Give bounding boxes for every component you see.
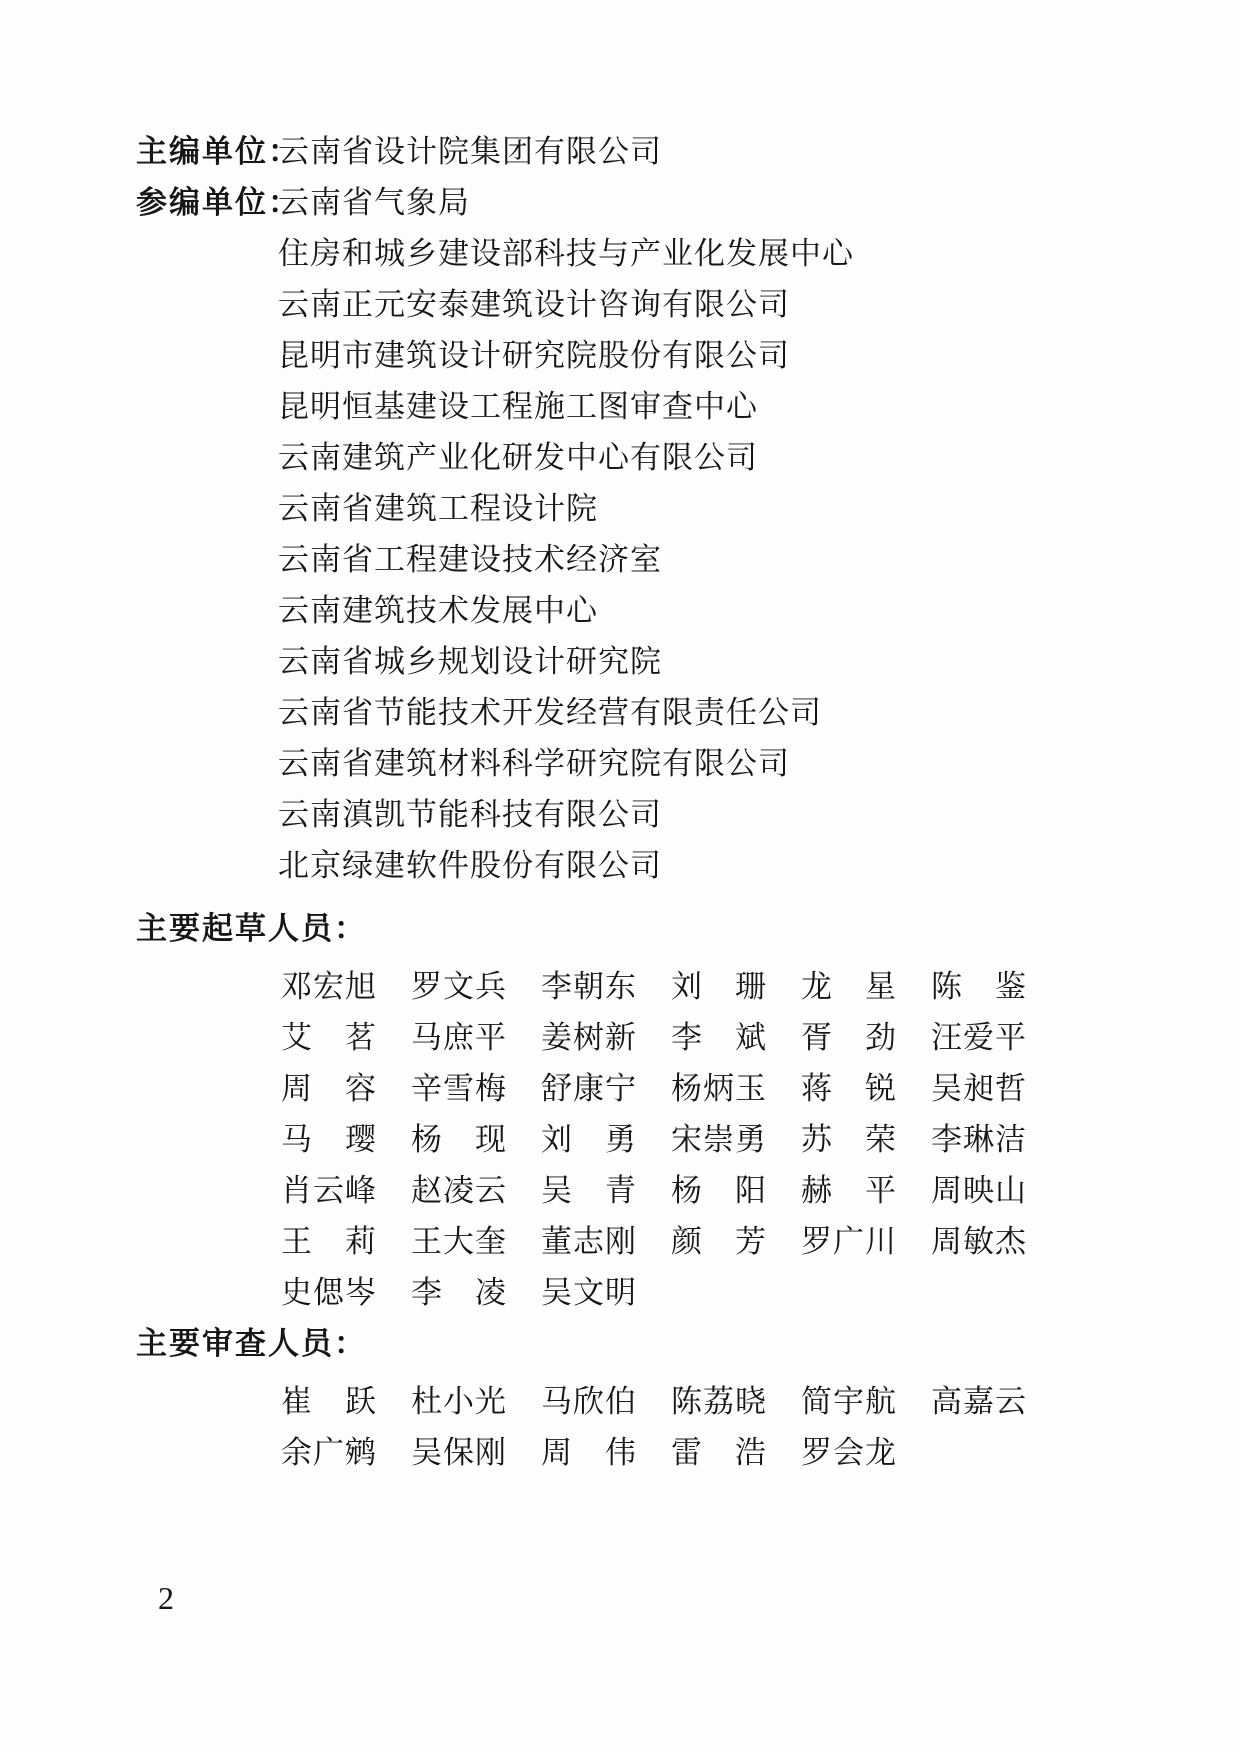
person-name: 艾 茗 — [281, 1020, 377, 1055]
person-name: 罗文兵 — [411, 969, 507, 1004]
person-name: 蒋 锐 — [801, 1071, 897, 1106]
participating-unit: 云南省城乡规划设计研究院 — [278, 644, 662, 679]
chief-editor-label: 主编单位： — [136, 134, 301, 169]
drafters-row — [136, 1216, 1116, 1267]
person-name: 马 璎 — [281, 1122, 377, 1157]
person-name: 周 伟 — [541, 1435, 637, 1470]
person-name: 杨炳玉 — [671, 1071, 767, 1106]
person-name: 龙 星 — [801, 969, 897, 1004]
person-name: 舒康宁 — [541, 1071, 637, 1106]
participating-unit: 云南滇凯节能科技有限公司 — [278, 797, 662, 832]
person-name: 肖云峰 — [281, 1173, 377, 1208]
person-name: 李 凌 — [411, 1275, 507, 1310]
participating-unit: 云南建筑技术发展中心 — [278, 593, 598, 628]
reviewers-row — [136, 1376, 1116, 1427]
participating-units-line — [136, 177, 1116, 228]
person-name: 刘 珊 — [671, 969, 767, 1004]
participating-units-label: 参编单位： — [136, 185, 301, 220]
participating-unit: 住房和城乡建设部科技与产业化发展中心 — [278, 236, 854, 271]
person-name: 杨 阳 — [671, 1173, 767, 1208]
person-name: 姜树新 — [541, 1020, 637, 1055]
person-name: 雷 浩 — [671, 1435, 767, 1470]
drafters-row — [136, 1063, 1116, 1114]
participating-unit: 云南省节能技术开发经营有限责任公司 — [278, 695, 822, 730]
person-name: 辛雪梅 — [411, 1071, 507, 1106]
person-name: 崔 跃 — [281, 1384, 377, 1419]
drafters-row — [136, 1114, 1116, 1165]
person-name: 高嘉云 — [931, 1384, 1027, 1419]
participating-unit: 云南省气象局 — [278, 185, 470, 220]
person-name: 赵凌云 — [411, 1173, 507, 1208]
person-name: 吴文明 — [541, 1275, 637, 1310]
person-name: 董志刚 — [541, 1224, 637, 1259]
participating-unit: 云南省建筑材料科学研究院有限公司 — [278, 746, 790, 781]
person-name: 李 斌 — [671, 1020, 767, 1055]
participating-unit: 云南省建筑工程设计院 — [278, 491, 598, 526]
person-name: 汪爱平 — [931, 1020, 1027, 1055]
person-name: 周 容 — [281, 1071, 377, 1106]
participating-unit: 云南正元安泰建筑设计咨询有限公司 — [278, 287, 790, 322]
drafters-row — [136, 961, 1116, 1012]
participating-unit: 昆明市建筑设计研究院股份有限公司 — [278, 338, 790, 373]
person-name: 罗广川 — [801, 1224, 897, 1259]
person-name: 赫 平 — [801, 1173, 897, 1208]
drafters-row — [136, 1267, 1116, 1318]
page-number: 2 — [158, 1580, 174, 1616]
person-name: 周敏杰 — [931, 1224, 1027, 1259]
participating-unit: 云南省工程建设技术经济室 — [278, 542, 662, 577]
person-name: 简宇航 — [801, 1384, 897, 1419]
person-name: 史偲岑 — [281, 1275, 377, 1310]
participating-unit: 云南建筑产业化研发中心有限公司 — [278, 440, 758, 475]
drafters-row — [136, 1165, 1116, 1216]
person-name: 吴保刚 — [411, 1435, 507, 1470]
person-name: 李朝东 — [541, 969, 637, 1004]
person-name: 胥 劲 — [801, 1020, 897, 1055]
participating-unit: 北京绿建软件股份有限公司 — [278, 848, 662, 883]
page-content — [136, 126, 1116, 1478]
chief-editor-name: 云南省设计院集团有限公司 — [278, 134, 662, 169]
person-name: 王 莉 — [281, 1224, 377, 1259]
person-name: 马庶平 — [411, 1020, 507, 1055]
person-name: 邓宏旭 — [281, 969, 377, 1004]
participating-unit: 昆明恒基建设工程施工图审查中心 — [278, 389, 758, 424]
chief-editor-line — [136, 126, 1116, 177]
person-name: 颜 芳 — [671, 1224, 767, 1259]
drafting-personnel-heading: 主要起草人员： — [136, 911, 367, 946]
person-name: 吴 青 — [541, 1173, 637, 1208]
person-name: 苏 荣 — [801, 1122, 897, 1157]
person-name: 余广鹓 — [281, 1435, 377, 1470]
review-personnel-heading: 主要审查人员： — [136, 1326, 367, 1361]
person-name: 李琳洁 — [931, 1122, 1027, 1157]
person-name: 宋崇勇 — [671, 1122, 767, 1157]
drafters-row — [136, 1012, 1116, 1063]
reviewers-row — [136, 1427, 1116, 1478]
person-name: 陈荔晓 — [671, 1384, 767, 1419]
person-name: 杨 现 — [411, 1122, 507, 1157]
person-name: 杜小光 — [411, 1384, 507, 1419]
person-name: 王大奎 — [411, 1224, 507, 1259]
person-name: 刘 勇 — [541, 1122, 637, 1157]
person-name: 陈 鉴 — [931, 969, 1027, 1004]
person-name: 马欣伯 — [541, 1384, 637, 1419]
person-name: 罗会龙 — [801, 1435, 897, 1470]
person-name: 周映山 — [931, 1173, 1027, 1208]
person-name: 吴昶哲 — [931, 1071, 1027, 1106]
